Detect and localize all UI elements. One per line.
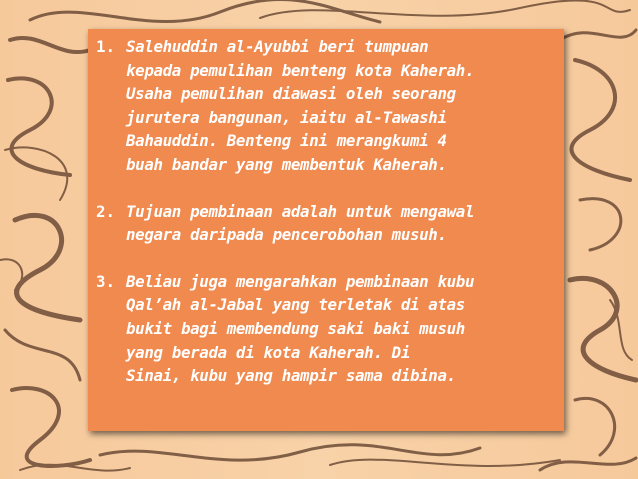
list-item-number: 2. [96,201,116,221]
list-item-number: 1. [96,37,116,56]
text-line: Bahauddin. Benteng ini merangkumi 4 [126,131,447,151]
text-line: Salehuddin al-Ayubbi beri tumpuan [126,37,429,56]
list-item [96,270,558,388]
list-item-text [126,270,558,388]
text-line: negara daripada pencerobohan musuh. [126,225,447,245]
text-line: bukit bagi membendung saki baki musuh [126,318,465,338]
text-panel [88,29,564,431]
text-line: Usaha pemulihan diawasi oleh seorang [126,84,456,104]
text-line: buah bandar yang membentuk Kaherah. [126,154,447,174]
list-item [96,35,558,177]
list-item-text [126,200,558,247]
text-line: Tujuan pembinaan adalah untuk mengawal [126,201,475,221]
text-line: Sinai, kubu yang hampir sama dibina. [126,366,456,386]
text-line: jurutera bangunan, iaitu al-Tawashi [126,107,447,127]
numbered-list [96,35,558,411]
text-line: Beliau juga mengarahkan pembinaan kubu [126,271,475,291]
text-line: yang berada di kota Kaherah. Di [126,342,410,362]
text-line: kepada pemulihan benteng kota Kaherah. [126,60,475,80]
list-item [96,200,558,247]
text-line: Qal’ah al-Jabal yang terletak di atas [126,295,465,315]
list-item-text [126,35,558,177]
list-item-number: 3. [96,271,116,291]
